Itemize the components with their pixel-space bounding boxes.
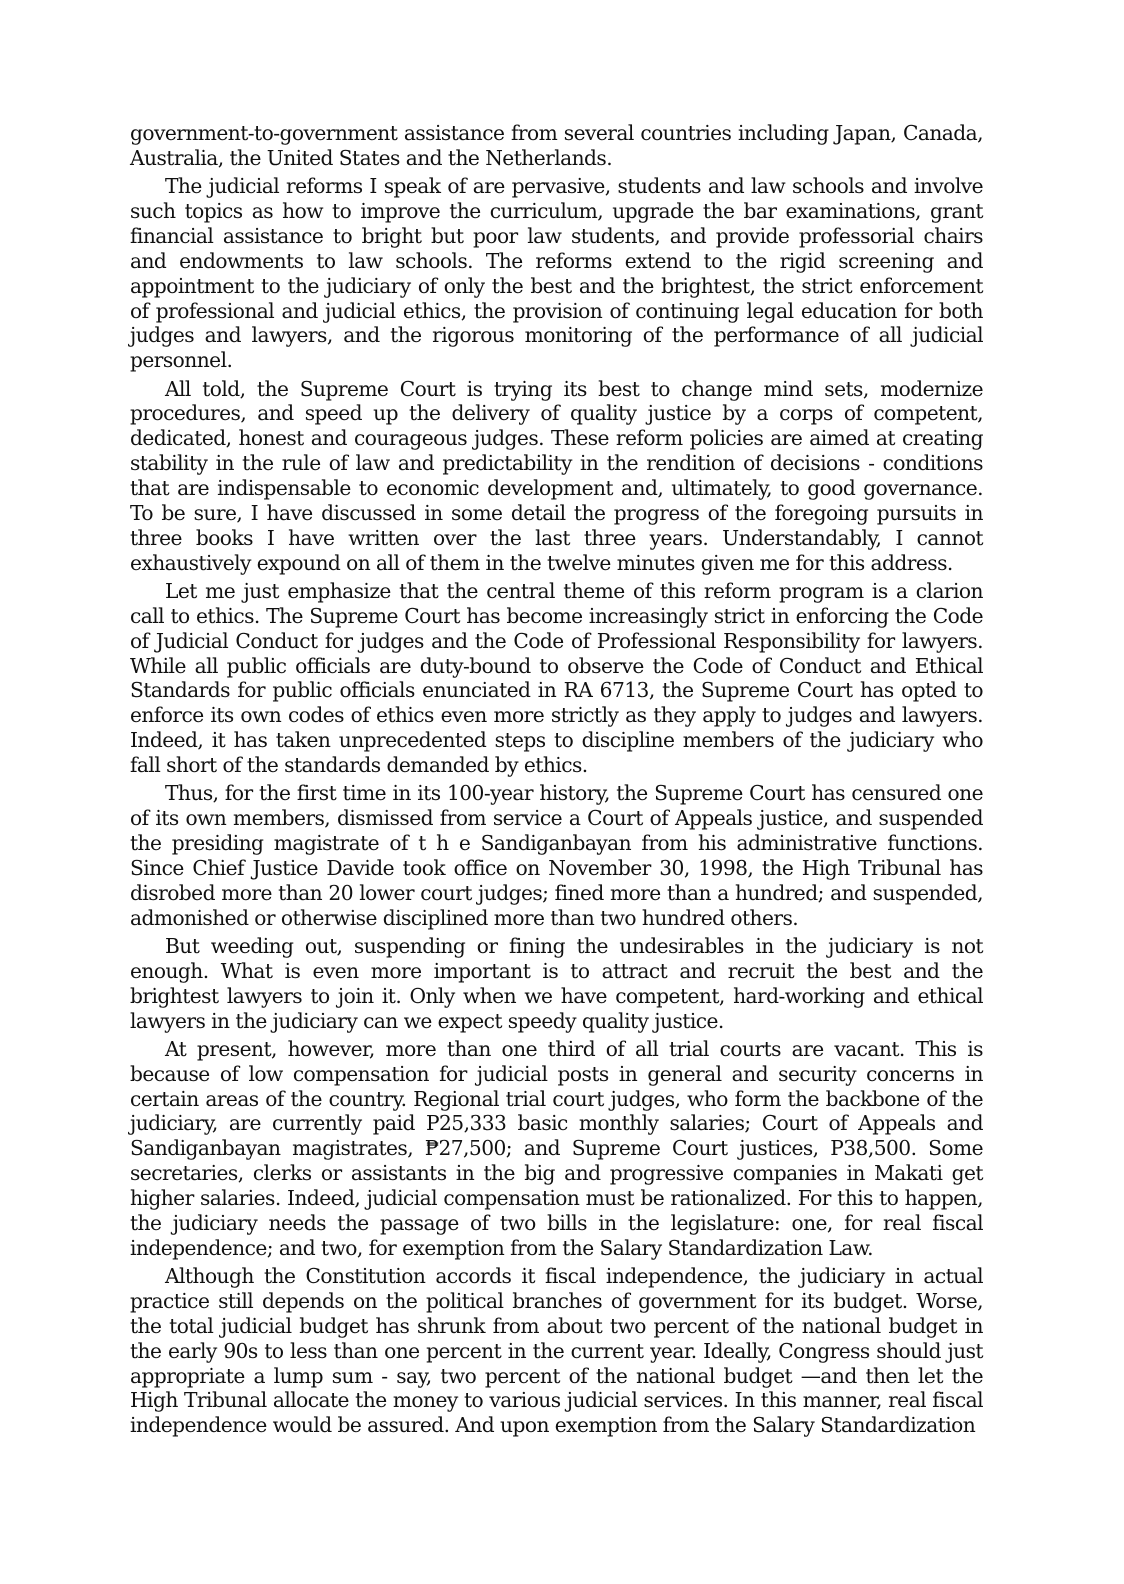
paragraph-continuation: government-to-government assistance from several countries including Japan, Canada, Australia, the United States and the Netherlands. — [130, 121, 983, 170]
paragraph-recruitment: But weeding out, suspending or fining the undesirables in the judiciary is not enough. What is even more important is to attract and recruit the best and the brightest lawyers to join it. Only when we have competent, hard-working and ethical lawyers in the judiciary can we expect speedy quality justice. — [130, 933, 983, 1033]
paragraph-ethics: Let me just emphasize that the central theme of this reform program is a clarion call to ethics. The Supreme Court has become increasingly strict in enforcing the Code of Judicial Conduct for judges and the Code of Professional Responsibility for lawyers. While all public officials are duty-bound to observe the Code of Conduct and Ethical Standards for public officials enunciated in RA 6713, the Supreme Court has opted to enforce its own codes of ethics even more strictly as they apply to judges and lawyers. Indeed, it has taken unprecedented steps to discipline members of the judiciary who fall short of the standards demanded by ethics. — [130, 578, 983, 777]
paragraph-fiscal-independence: Although the Constitution accords it fiscal independence, the judiciary in actual practice still depends on the political branches of government for its budget. Worse, the total judicial budget has shrunk from about two percent of the national budget in the early 90s to less than one percent in the current year. Ideally, Congress should just appropriate a lump sum - say, two percent of the national budget —and then let the High Tribunal allocate the money to various judicial services. In this manner, real fiscal independence would be assured. And upon exemption from the Salary Standardization — [130, 1264, 983, 1438]
document-page — [130, 121, 983, 1442]
paragraph-all-told: All told, the Supreme Court is trying its best to change mind sets, modernize procedures, and speed up the delivery of quality justice by a corps of competent, dedicated, honest and courageous judges. These reform policies are aimed at creating stability in the rule of law and predictability in the rendition of decisions - conditions that are indispensable to economic development and, ultimately, to good governance. To be sure, I have discussed in some detail the progress of the foregoing pursuits in three books I have written over the last three years. Understandably, I cannot exhaustively expound on all of them in the twelve minutes given me for this address. — [130, 376, 983, 575]
paragraph-compensation: At present, however, more than one third of all trial courts are vacant. This is because of low compensation for judicial posts in general and security concerns in certain areas of the country. Regional trial court judges, who form the backbone of the judiciary, are currently paid P25,333 basic monthly salaries; Court of Appeals and Sandiganbayan magistrates, ₱27,500; and Supreme Court justices, P38,500. Some secretaries, clerks or assistants in the big and progressive companies in Makati get higher salaries. Indeed, judicial compensation must be rationalized. For this to happen, the judiciary needs the passage of two bills in the legislature: one, for real fiscal independence; and two, for exemption from the Salary Standardization Law. — [130, 1036, 983, 1260]
paragraph-discipline-history: Thus, for the first time in its 100-year history, the Supreme Court has censured one of its own members, dismissed from service a Court of Appeals justice, and suspended the presiding magistrate of t h e Sandiganbayan from his administrative functions. Since Chief Justice Davide took office on November 30, 1998, the High Tribunal has disrobed more than 20 lower court judges; fined more than a hundred; and suspended, admonished or otherwise disciplined more than two hundred others. — [130, 781, 983, 930]
paragraph-judicial-reforms: The judicial reforms I speak of are pervasive, students and law schools and involve such topics as how to improve the curriculum, upgrade the bar examinations, grant financial assistance to bright but poor law students, and provide professorial chairs and endowments to law schools. The reforms extend to the rigid screening and appointment to the judiciary of only the best and the brightest, the strict enforcement of professional and judicial ethics, the provision of continuing legal education for both judges and lawyers, and the rigorous monitoring of the performance of all judicial personnel. — [130, 174, 983, 373]
